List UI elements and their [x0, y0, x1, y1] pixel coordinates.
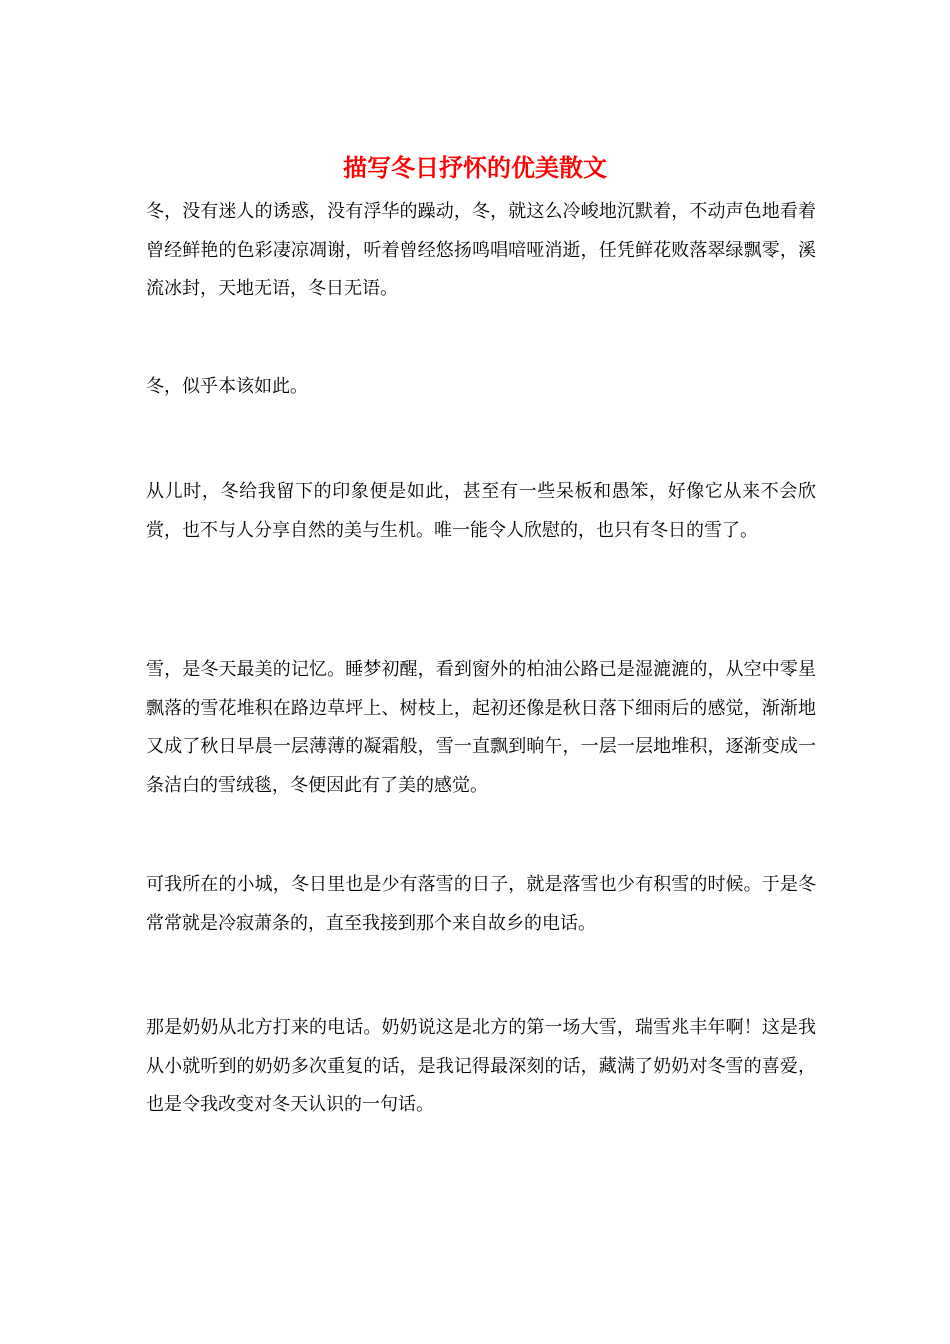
paragraph-6: 那是奶奶从北方打来的电话。奶奶说这是北方的第一场大雪，瑞雪兆丰年啊！这是我从小就听到的奶奶多次重复的话，是我记得最深刻的话，藏满了奶奶对冬雪的喜爱，也是令我改变对冬天认识的一句话。	[146, 1017, 816, 1115]
paragraph-3: 从儿时，冬给我留下的印象便是如此，甚至有一些呆板和愚笨，好像它从来不会欣赏，也不与人分享自然的美与生机。唯一能令人欣慰的，也只有冬日的雪了。	[146, 481, 816, 541]
paragraph-1: 冬，没有迷人的诱惑，没有浮华的躁动，冬，就这么冷峻地沉默着，不动声色地看着曾经鲜艳的色彩凄凉凋谢，听着曾经悠扬鸣唱喑哑消逝，任凭鲜花败落翠绿飘零，溪流冰封，天地无语，冬日无语。	[146, 201, 816, 299]
document-title: 描写冬日抒怀的优美散文	[343, 153, 607, 182]
paragraph-2: 冬，似乎本该如此。	[146, 376, 308, 397]
paragraph-4: 雪，是冬天最美的记忆。睡梦初醒，看到窗外的柏油公路已是湿漉漉的，从空中零星飘落的雪花堆积在路边草坪上、树枝上，起初还像是秋日落下细雨后的感觉，渐渐地又成了秋日早晨一层薄薄的凝霜般，雪一直飘到晌午，一层一层地堆积，逐渐变成一条洁白的雪绒毯，冬便因此有了美的感觉。	[146, 659, 816, 796]
paragraph-5: 可我所在的小城，冬日里也是少有落雪的日子，就是落雪也少有积雪的时候。于是冬常常就是冷寂萧条的，直至我接到那个来自故乡的电话。	[146, 874, 816, 934]
